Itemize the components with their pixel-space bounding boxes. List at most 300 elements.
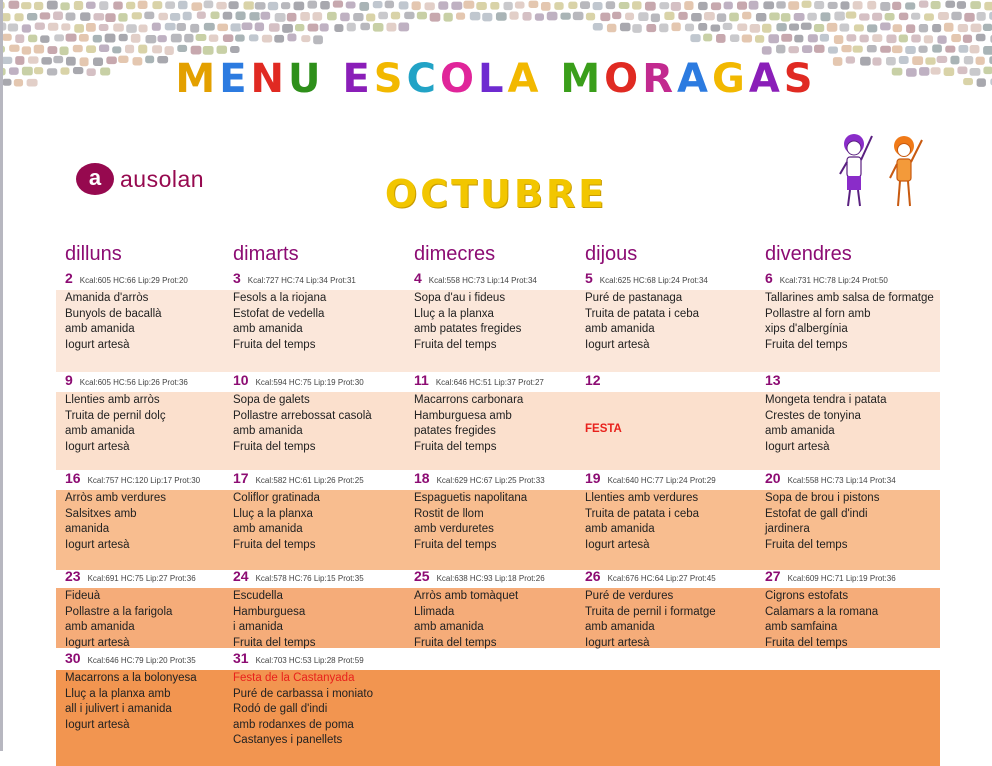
mosaic-tile xyxy=(476,2,488,11)
day-cell-header xyxy=(65,568,196,588)
day-header-dilluns: dilluns xyxy=(65,243,122,265)
mosaic-tile xyxy=(560,12,571,20)
mosaic-tile xyxy=(196,11,206,19)
menu-item: amb samfaina xyxy=(765,621,838,633)
mosaic-tile xyxy=(852,45,863,53)
mosaic-tile xyxy=(769,12,781,21)
mosaic-tile xyxy=(826,22,838,32)
menu-item: Fideuà xyxy=(65,590,101,602)
mosaic-tile xyxy=(424,2,435,11)
mosaic-tile xyxy=(763,1,775,10)
mosaic-tile xyxy=(898,34,908,43)
nutrition-info: Kcal:558 HC:73 Lip:14 Prot:34 xyxy=(787,476,896,485)
mosaic-tile xyxy=(190,45,202,55)
mosaic-tile xyxy=(384,0,394,9)
mosaic-tile xyxy=(945,45,956,53)
menu-item: Hamburguesa amb xyxy=(414,409,512,422)
mosaic-tile xyxy=(884,13,895,21)
menu-item: Rostit de llom xyxy=(414,507,484,520)
mosaic-tile xyxy=(152,45,163,54)
mosaic-tile xyxy=(819,33,829,42)
mosaic-tile xyxy=(203,0,214,9)
menu-item: Truita de patata i ceba xyxy=(585,507,700,520)
day-header-dimecres: dimecres xyxy=(414,243,496,265)
mosaic-tile xyxy=(26,13,37,21)
menu-item: Pollastre arrebossat casolà xyxy=(233,409,372,422)
mosaic-tile xyxy=(644,1,656,11)
mosaic-tile xyxy=(600,12,611,22)
mosaic-tile xyxy=(638,12,649,22)
mosaic-tile xyxy=(514,1,525,9)
day-cell-header xyxy=(65,270,188,290)
mosaic-tile xyxy=(73,1,83,11)
mosaic-tile xyxy=(684,23,694,32)
mosaic-tile xyxy=(923,35,933,44)
mosaic-tile xyxy=(65,33,77,42)
mosaic-tile xyxy=(105,13,116,23)
mosaic-tile xyxy=(267,1,278,10)
mosaic-tile xyxy=(98,44,109,52)
menu-cell xyxy=(233,589,315,651)
mosaic-tile xyxy=(984,1,992,10)
day-number: 23 xyxy=(65,568,81,584)
menu-item: Pollastre al forn amb xyxy=(765,307,871,320)
mosaic-tile xyxy=(554,2,564,11)
mosaic-tile xyxy=(164,46,174,56)
mosaic-tile xyxy=(85,22,96,32)
mosaic-tile xyxy=(678,11,688,20)
mosaic-tile xyxy=(9,44,20,52)
menu-item: Tallarines amb salsa de formatge xyxy=(765,292,934,304)
menu-item: Llenties amb arròs xyxy=(65,394,160,406)
mosaic-tile xyxy=(943,22,954,32)
day-cell-header xyxy=(233,470,364,490)
menu-cell xyxy=(585,589,716,651)
menu-cell xyxy=(233,393,372,455)
mosaic-tile xyxy=(945,0,956,8)
menu-item: Fruita del temps xyxy=(765,636,848,649)
menu-item: Salsitxes amb xyxy=(65,507,137,520)
menu-cell xyxy=(765,491,879,553)
menu-cell xyxy=(65,491,166,553)
mosaic-tile xyxy=(592,22,603,31)
mosaic-tile xyxy=(60,2,70,11)
day-number: 3 xyxy=(233,270,241,286)
day-number: 2 xyxy=(65,270,73,286)
day-cell-header xyxy=(233,650,364,670)
mosaic-tile xyxy=(839,23,850,32)
mosaic-tile xyxy=(78,33,89,42)
mosaic-tile xyxy=(8,0,20,9)
mosaic-tile xyxy=(710,24,721,32)
mosaic-tile xyxy=(216,45,228,54)
mosaic-tile xyxy=(503,1,513,10)
mosaic-tile xyxy=(918,23,928,32)
menu-item: Pollastre a la farigola xyxy=(65,605,173,618)
mosaic-tile xyxy=(353,12,364,21)
mosaic-tile xyxy=(92,34,102,43)
menu-item: Coliflor gratinada xyxy=(233,492,320,504)
menu-item: Iogurt artesà xyxy=(65,636,130,649)
menu-item: Espaguetis napolitana xyxy=(414,492,528,504)
mosaic-tile xyxy=(951,11,962,20)
day-cell-header xyxy=(765,568,896,588)
menu-item: Puré de pastanaga xyxy=(585,292,683,304)
nutrition-info: Kcal:703 HC:53 Lip:28 Prot:59 xyxy=(255,656,364,665)
menu-item: Iogurt artesà xyxy=(65,718,130,731)
mosaic-tile xyxy=(98,24,109,32)
menu-item: Castanyes i panellets xyxy=(233,734,343,746)
nutrition-info: Kcal:640 HC:77 Lip:24 Prot:29 xyxy=(607,476,716,485)
mosaic-tile xyxy=(788,46,800,54)
menu-item: amb amanida xyxy=(65,621,135,633)
mosaic-tile xyxy=(300,11,311,21)
mosaic-tile xyxy=(509,11,519,20)
nutrition-info: Kcal:594 HC:75 Lip:19 Prot:30 xyxy=(255,378,364,387)
mosaic-tile xyxy=(294,23,304,31)
menu-item: Fruita del temps xyxy=(414,636,497,649)
menu-cell xyxy=(233,671,373,749)
mosaic-tile xyxy=(780,13,791,22)
mosaic-tile xyxy=(737,23,748,31)
mosaic-tile xyxy=(841,44,853,52)
mosaic-tile xyxy=(230,45,241,53)
mosaic-tile xyxy=(463,0,475,9)
menu-item: Fruita del temps xyxy=(414,338,497,351)
menu-cell xyxy=(585,291,699,353)
mosaic-tile xyxy=(203,22,215,31)
menu-item: Fesols a la riojana xyxy=(233,292,327,304)
mosaic-tile xyxy=(905,2,916,10)
mosaic-tile xyxy=(86,45,97,54)
menu-item: Sopa de galets xyxy=(233,394,310,406)
mosaic-tile xyxy=(169,12,180,21)
mosaic-tile xyxy=(61,23,71,31)
menu-item: Macarrons carbonara xyxy=(414,394,524,406)
mosaic-tile xyxy=(274,13,286,23)
mosaic-tile xyxy=(208,34,219,42)
mosaic-tile xyxy=(307,0,318,9)
menu-item: Iogurt artesà xyxy=(65,440,130,453)
mosaic-tile xyxy=(807,12,818,21)
mosaic-tile xyxy=(2,33,13,41)
mosaic-tile xyxy=(827,1,838,9)
mosaic-tile xyxy=(99,1,109,11)
mosaic-tile xyxy=(522,12,532,22)
menu-item: Fruita del temps xyxy=(233,636,316,649)
mosaic-tile xyxy=(592,1,603,10)
mosaic-tile xyxy=(176,22,186,31)
mosaic-tile xyxy=(793,13,805,22)
mosaic-tile xyxy=(261,34,272,43)
mosaic-tile xyxy=(301,35,311,43)
mosaic-tile xyxy=(859,13,871,21)
page-edge xyxy=(0,0,3,751)
mosaic-tile xyxy=(880,45,892,53)
nutrition-info: Kcal:676 HC:64 Lip:27 Prot:45 xyxy=(607,574,716,583)
mosaic-tile xyxy=(33,44,44,54)
day-header-dimarts: dimarts xyxy=(233,243,299,265)
mosaic-tile xyxy=(248,34,259,42)
mosaic-tile xyxy=(671,22,681,32)
mosaic-tile xyxy=(216,1,227,10)
mosaic-tile xyxy=(53,11,64,20)
day-number: 18 xyxy=(414,470,430,486)
mosaic-tile xyxy=(898,12,908,20)
mosaic-tile xyxy=(386,22,397,32)
mosaic-tile xyxy=(280,2,290,10)
mosaic-tile xyxy=(937,12,949,21)
mosaic-tile xyxy=(659,2,670,10)
mosaic-tile xyxy=(80,12,91,22)
menu-item: Fruita del temps xyxy=(765,538,848,551)
mosaic-tile xyxy=(932,23,942,32)
day-number: 4 xyxy=(414,270,422,286)
mosaic-tile xyxy=(911,34,922,43)
mosaic-tile xyxy=(378,11,389,20)
mosaic-tile xyxy=(619,22,631,32)
mosaic-tile xyxy=(568,1,578,9)
mosaic-tile xyxy=(191,2,203,11)
day-cell-header xyxy=(414,470,545,490)
mosaic-tile xyxy=(327,11,338,20)
mosaic-tile xyxy=(736,1,747,10)
mosaic-tile xyxy=(859,34,869,43)
mosaic-tile xyxy=(293,1,305,11)
menu-item: Sopa d'au i fideus xyxy=(414,292,506,304)
day-cell-header xyxy=(65,372,188,392)
mosaic-tile xyxy=(534,13,544,21)
mosaic-tile xyxy=(892,24,902,33)
mosaic-tile xyxy=(957,23,968,32)
mosaic-tile xyxy=(372,23,384,33)
mosaic-tile xyxy=(274,34,285,43)
mosaic-tile xyxy=(39,12,51,20)
mosaic-tile xyxy=(222,34,233,43)
mosaic-tile xyxy=(319,23,329,32)
mosaic-tile xyxy=(235,34,246,42)
day-cell-header xyxy=(414,372,544,392)
mosaic-tile xyxy=(703,12,715,21)
menu-item: Puré de carbassa i moniato xyxy=(233,687,373,700)
nutrition-info: Kcal:691 HC:75 Lip:27 Prot:36 xyxy=(87,574,196,583)
mosaic-tile xyxy=(528,0,539,8)
mosaic-tile xyxy=(716,13,726,23)
mosaic-tile xyxy=(761,46,772,55)
mosaic-tile xyxy=(698,23,708,32)
mosaic-tile xyxy=(867,0,877,10)
mosaic-tile xyxy=(716,34,727,44)
page-title: MENU ESCOLA MORAGAS xyxy=(175,56,817,102)
day-number: 27 xyxy=(765,568,781,584)
menu-item: amb amanida xyxy=(585,621,655,633)
month-title: OCTUBRE xyxy=(384,172,608,216)
mosaic-tile xyxy=(345,1,356,9)
mosaic-tile xyxy=(313,35,324,45)
mosaic-tile xyxy=(217,23,229,32)
mosaic-tile xyxy=(684,1,694,11)
mosaic-tile xyxy=(202,45,214,55)
menu-cell xyxy=(585,491,699,553)
mosaic-tile xyxy=(130,33,141,43)
mosaic-tile xyxy=(813,24,824,33)
nutrition-info: Kcal:757 HC:120 Lip:17 Prot:30 xyxy=(87,476,201,485)
menu-item: amb verduretes xyxy=(414,523,494,535)
mosaic-tile xyxy=(287,33,297,42)
menu-cell xyxy=(765,393,886,455)
mosaic-tile xyxy=(906,24,916,34)
menu-item: amb amanida xyxy=(233,523,303,535)
mosaic-tile xyxy=(195,33,207,41)
mosaic-tile xyxy=(222,11,233,20)
menu-item: Fruita del temps xyxy=(233,440,316,453)
mosaic-tile xyxy=(54,34,65,42)
mosaic-tile xyxy=(970,1,982,10)
nutrition-info: Kcal:605 HC:66 Lip:29 Prot:20 xyxy=(79,276,188,285)
day-cell-header xyxy=(414,568,545,588)
mosaic-tile xyxy=(59,46,69,56)
menu-item: Llenties amb verdures xyxy=(585,492,699,504)
mosaic-tile xyxy=(118,13,128,23)
day-header-divendres: divendres xyxy=(765,243,852,265)
menu-item: Iogurt artesà xyxy=(585,538,650,551)
day-cell-header xyxy=(65,650,196,670)
mosaic-tile xyxy=(495,12,507,21)
mosaic-tile xyxy=(21,46,31,55)
day-cell-header xyxy=(65,470,200,490)
mosaic-tile xyxy=(956,1,966,10)
mosaic-tile xyxy=(729,12,740,22)
day-number: 11 xyxy=(414,372,429,388)
mosaic-tile xyxy=(976,11,986,21)
mosaic-tile xyxy=(228,1,239,10)
mosaic-tile xyxy=(840,1,850,10)
mosaic-tile xyxy=(982,23,992,31)
menu-item: Truita de pernil dolç xyxy=(65,409,166,422)
mosaic-tile xyxy=(670,1,681,11)
mosaic-tile xyxy=(157,35,167,43)
mosaic-tile xyxy=(918,0,928,8)
mosaic-tile xyxy=(776,1,786,9)
mosaic-tile xyxy=(814,0,825,9)
menu-item: amb amanida xyxy=(765,425,835,437)
nutrition-info: Kcal:629 HC:67 Lip:25 Prot:33 xyxy=(436,476,545,485)
menu-item: Sopa de brou i pistons xyxy=(765,492,880,504)
menu-item: Lluç a la planxa xyxy=(233,507,313,520)
mosaic-tile xyxy=(113,23,125,32)
mosaic-tile xyxy=(794,34,804,43)
mosaic-tile xyxy=(761,23,771,33)
mosaic-tile xyxy=(268,23,280,32)
day-cell-header xyxy=(585,568,716,588)
mosaic-tile xyxy=(659,23,669,33)
menu-item: Iogurt artesà xyxy=(65,538,130,551)
menu-item: Iogurt artesà xyxy=(585,636,650,649)
menu-cell xyxy=(765,589,878,651)
mosaic-tile xyxy=(112,46,122,54)
day-cell-header xyxy=(233,568,364,588)
mosaic-tile xyxy=(126,24,138,34)
mosaic-tile xyxy=(886,34,897,44)
mosaic-tile xyxy=(334,24,344,33)
menu-item: Iogurt artesà xyxy=(765,440,830,453)
mosaic-tile xyxy=(125,44,135,54)
mosaic-tile xyxy=(820,12,831,22)
menu-item: Lluç a la planxa xyxy=(414,307,494,320)
mosaic-tile xyxy=(650,13,660,23)
mosaic-tile xyxy=(438,1,449,10)
mosaic-tile xyxy=(742,11,752,20)
mosaic-tile xyxy=(905,46,917,55)
mosaic-tile xyxy=(40,35,50,44)
menu-item: amb patates fregides xyxy=(414,323,522,335)
menu-cell xyxy=(414,491,527,553)
mosaic-tile xyxy=(710,2,721,11)
mosaic-tile xyxy=(47,22,58,31)
mosaic-tile xyxy=(970,23,982,32)
nutrition-info: Kcal:558 HC:73 Lip:14 Prot:34 xyxy=(428,276,537,285)
day-cell-header xyxy=(585,270,708,290)
nutrition-info: Kcal:638 HC:93 Lip:18 Prot:26 xyxy=(436,574,545,583)
day-cell-header xyxy=(233,372,364,392)
day-number: 30 xyxy=(65,650,81,666)
mosaic-tile xyxy=(605,1,615,10)
mosaic-tile xyxy=(880,22,892,31)
mosaic-tile xyxy=(138,24,148,33)
day-number: 13 xyxy=(765,372,781,388)
mosaic-tile xyxy=(151,22,161,31)
mosaic-tile xyxy=(118,33,128,41)
mosaic-tile xyxy=(612,11,622,19)
menu-cell xyxy=(585,393,622,438)
mosaic-tile xyxy=(33,1,43,10)
menu-item: Fruita del temps xyxy=(414,538,497,551)
menu-item: amb amanida xyxy=(233,323,303,335)
mosaic-tile xyxy=(93,13,105,21)
mosaic-tile xyxy=(606,23,616,33)
day-number: 10 xyxy=(233,372,249,388)
mosaic-tile xyxy=(177,0,188,10)
mosaic-tile xyxy=(646,24,657,33)
menu-item: Amanida d'arròs xyxy=(65,292,149,304)
mosaic-tile xyxy=(802,45,813,54)
mosaic-tile xyxy=(332,0,343,8)
menu-cell xyxy=(65,393,166,455)
mosaic-tile xyxy=(664,11,675,20)
mosaic-tile xyxy=(962,34,972,43)
menu-highlight: Festa de la Castanyada xyxy=(233,672,355,684)
mosaic-tile xyxy=(243,1,255,10)
mosaic-tile xyxy=(126,1,136,9)
mosaic-tile xyxy=(443,12,453,22)
day-number: 16 xyxy=(65,470,81,486)
mosaic-tile xyxy=(845,11,857,19)
mosaic-tile xyxy=(768,34,780,44)
mosaic-tile xyxy=(411,1,421,11)
mosaic-tile xyxy=(372,1,383,9)
menu-item: Arròs amb verdures xyxy=(65,492,166,504)
mosaic-tile xyxy=(892,1,902,10)
mosaic-tile xyxy=(47,46,58,55)
mosaic-tile xyxy=(190,23,200,33)
menu-item: Fruita del temps xyxy=(233,538,316,551)
mosaic-tile xyxy=(723,1,733,10)
mosaic-tile xyxy=(924,13,935,21)
menu-item: xips d'albergínia xyxy=(765,323,848,335)
mosaic-tile xyxy=(241,22,253,30)
nutrition-info: Kcal:578 HC:76 Lip:15 Prot:35 xyxy=(255,574,364,583)
menu-item: Calamars a la romana xyxy=(765,605,879,618)
